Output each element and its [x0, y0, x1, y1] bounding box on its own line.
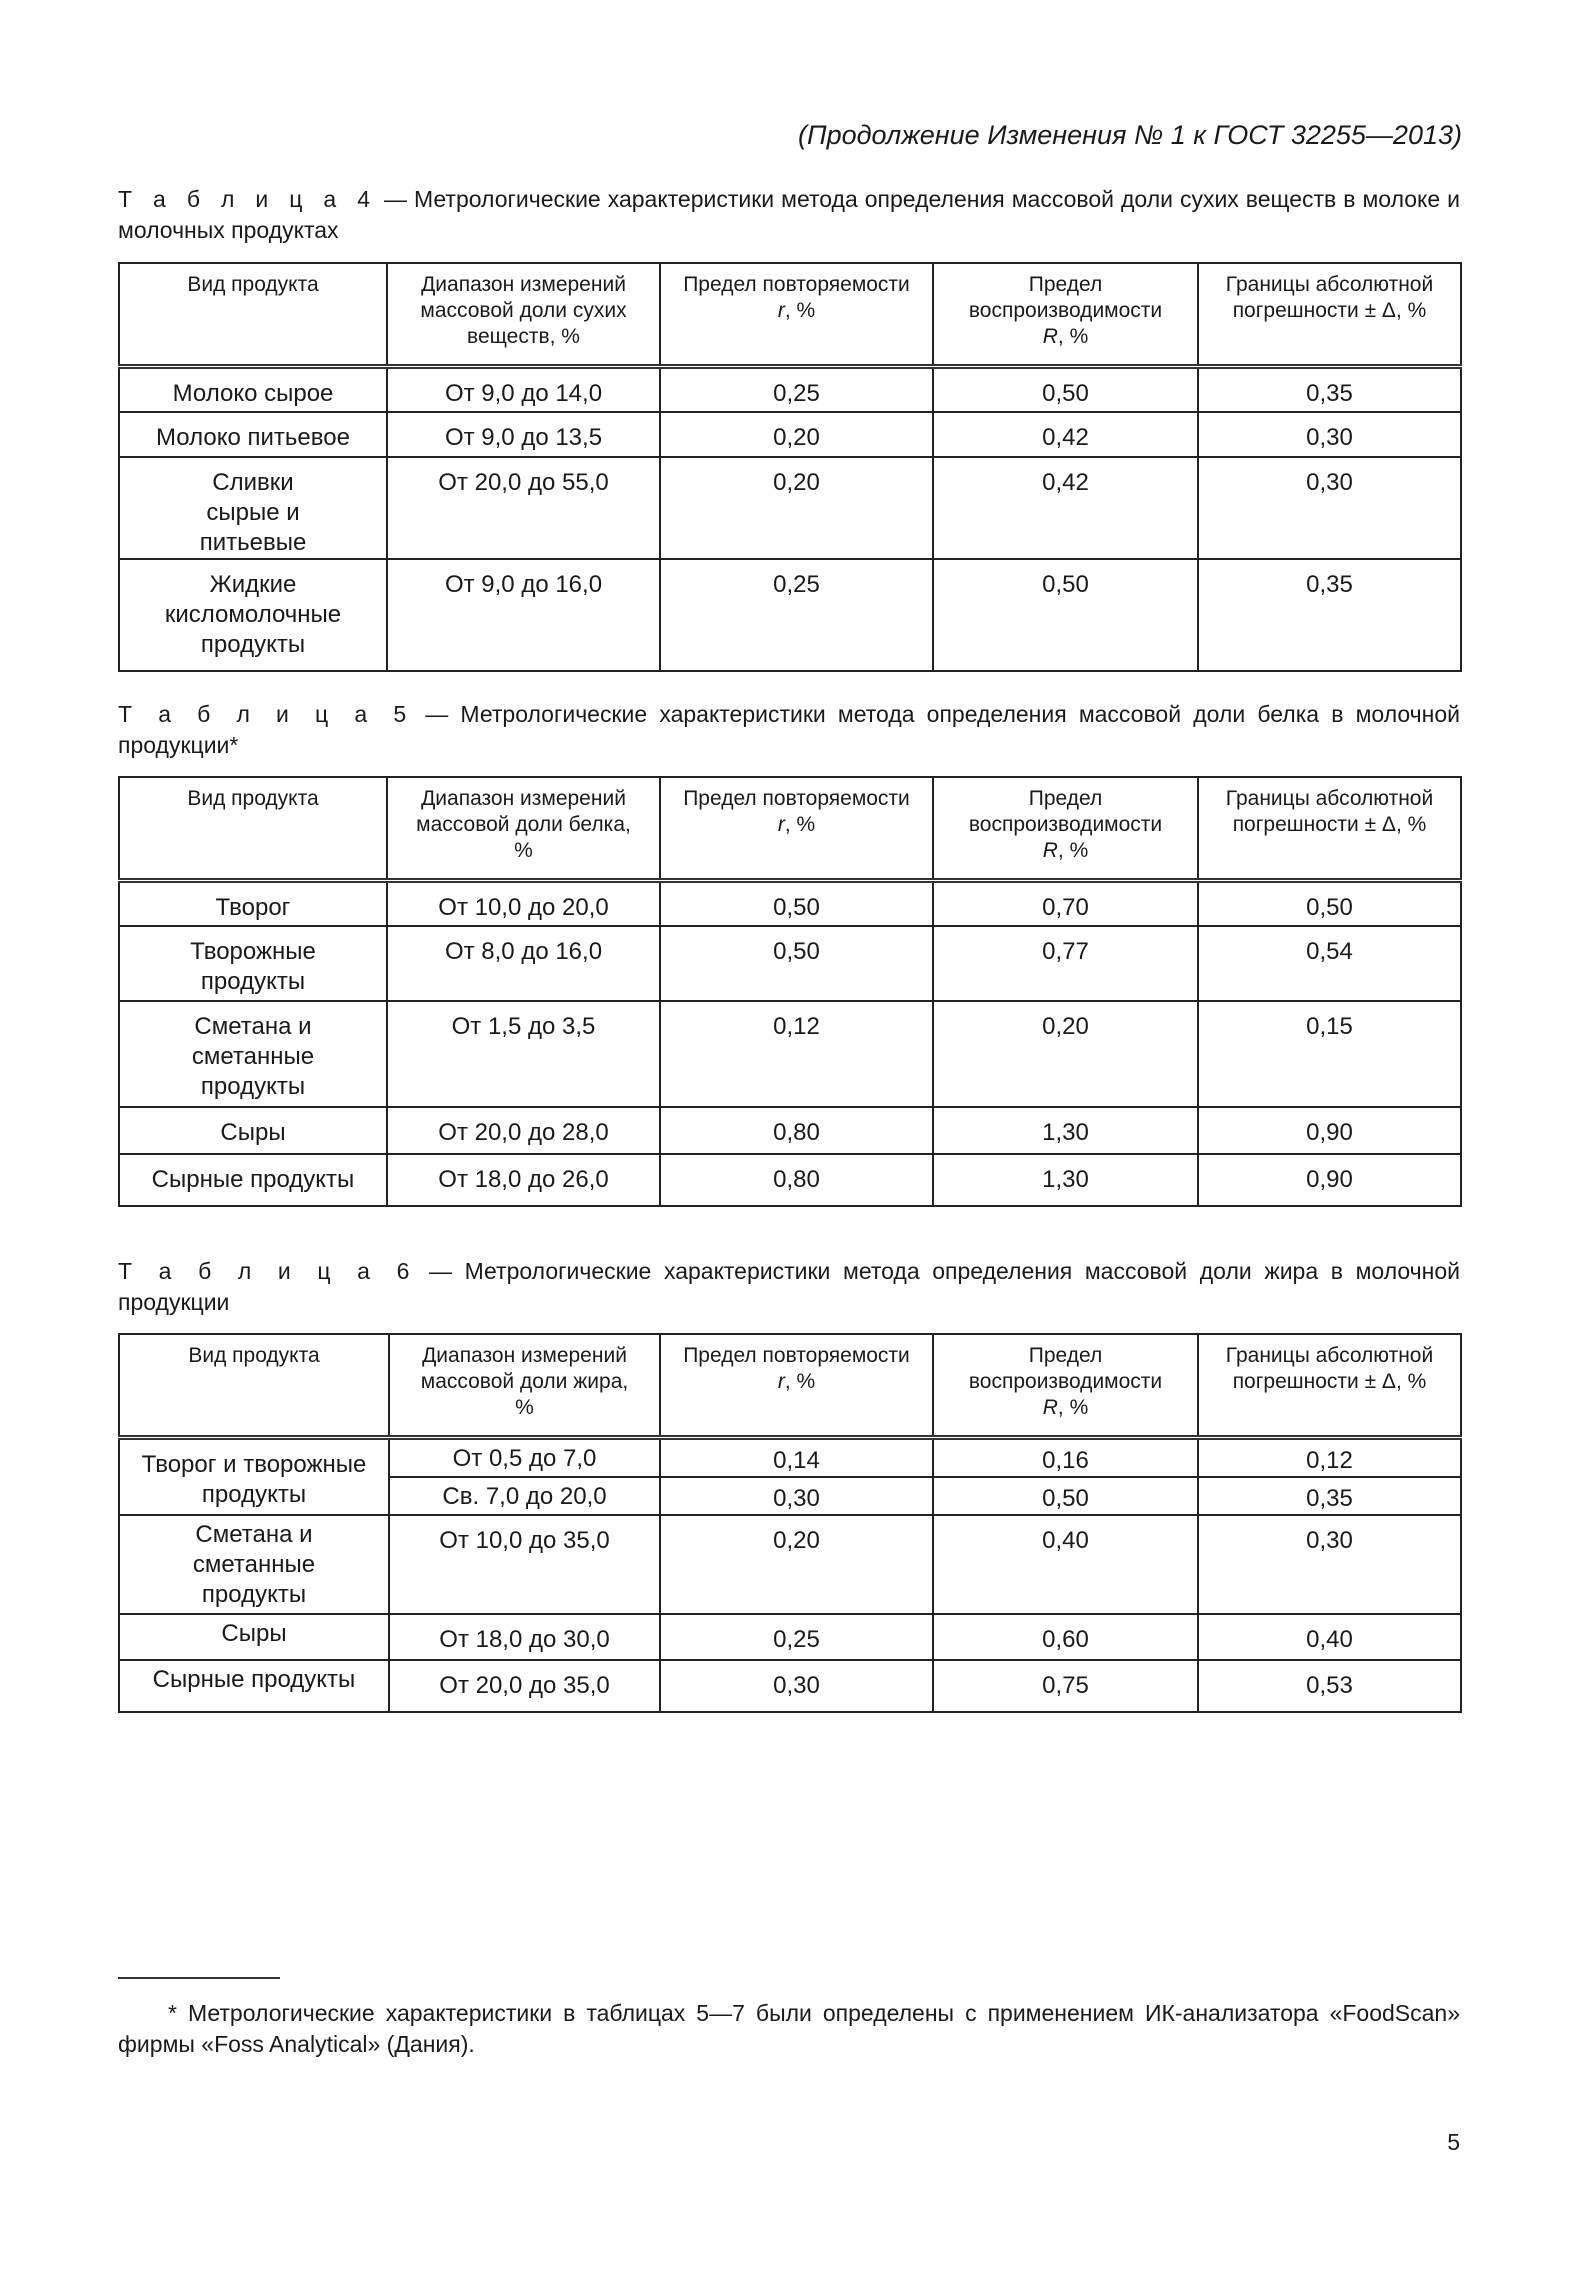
col-header-product: Вид продукта [119, 777, 387, 881]
cell-product: Творог и творожные продукты [119, 1438, 389, 1516]
cell-r: 0,30 [660, 1660, 933, 1712]
cell-R: 0,70 [933, 881, 1198, 926]
table-4-label: Т а б л и ц а 4 [118, 186, 377, 212]
cell-delta: 0,35 [1198, 367, 1461, 412]
cell-r: 0,20 [660, 1515, 933, 1614]
table-row [119, 1515, 1461, 1614]
cell-delta: 0,54 [1198, 926, 1461, 1001]
table-5-caption [118, 699, 1460, 761]
table-4-caption [118, 184, 1460, 246]
col-header-repeatability: Предел повторяемости r, % [660, 1334, 933, 1438]
cell-R: 0,20 [933, 1001, 1198, 1107]
cell-range: От 18,0 до 26,0 [387, 1154, 660, 1206]
cell-delta: 0,35 [1198, 559, 1461, 671]
cell-delta: 0,40 [1198, 1614, 1461, 1660]
table-5-title: — Метрологические характеристики метода определения массовой доли белка в молочной продукции* [118, 701, 1460, 758]
cell-product: Сырные продукты [119, 1660, 389, 1712]
cell-delta: 0,90 [1198, 1107, 1461, 1154]
col-header-error: Границы абсолютной погрешности ± Δ, % [1198, 777, 1461, 881]
table-4 [118, 262, 1462, 672]
table-5 [118, 776, 1462, 1207]
table-row [119, 457, 1461, 559]
cell-product: Сыры [119, 1614, 389, 1660]
cell-product: Сливки сырые и питьевые [119, 457, 387, 559]
cell-r: 0,25 [660, 367, 933, 412]
col-header-reproducibility: Предел воспроизводимости R, % [933, 1334, 1198, 1438]
cell-r: 0,25 [660, 559, 933, 671]
cell-R: 1,30 [933, 1107, 1198, 1154]
footnote: * Метрологические характеристики в таблицах 5—7 были определены с применением ИК-анализатора «FoodScan» фирмы «Foss Analytical» (Дания). [118, 2000, 1460, 2057]
cell-product: Молоко сырое [119, 367, 387, 412]
table-4-title: — Метрологические характеристики метода определения массовой доли сухих веществ в молоке и молочных продуктах [118, 186, 1460, 243]
cell-R: 0,50 [933, 1477, 1198, 1515]
col-header-range: Диапазон измерений массовой доли сухих веществ, % [387, 263, 660, 367]
table-row [119, 926, 1461, 1001]
cell-R: 0,75 [933, 1660, 1198, 1712]
cell-r: 0,20 [660, 457, 933, 559]
cell-r: 0,50 [660, 926, 933, 1001]
cell-range: Св. 7,0 до 20,0 [389, 1477, 660, 1515]
page-number: 5 [1447, 2129, 1460, 2155]
cell-delta: 0,15 [1198, 1001, 1461, 1107]
cell-r: 0,80 [660, 1107, 933, 1154]
cell-r: 0,50 [660, 881, 933, 926]
cell-R: 0,60 [933, 1614, 1198, 1660]
cell-delta: 0,30 [1198, 1515, 1461, 1614]
cell-range: От 18,0 до 30,0 [389, 1614, 660, 1660]
cell-range: От 20,0 до 28,0 [387, 1107, 660, 1154]
cell-product: Творог [119, 881, 387, 926]
table-row [119, 1438, 1461, 1478]
table-row [119, 1154, 1461, 1206]
cell-delta: 0,90 [1198, 1154, 1461, 1206]
cell-r: 0,12 [660, 1001, 933, 1107]
col-header-error: Границы абсолютной погрешности ± Δ, % [1198, 1334, 1461, 1438]
cell-delta: 0,50 [1198, 881, 1461, 926]
cell-product: Молоко питьевое [119, 412, 387, 457]
table-row [119, 1107, 1461, 1154]
cell-range: От 1,5 до 3,5 [387, 1001, 660, 1107]
table-row [119, 881, 1461, 926]
table-header-row [119, 777, 1461, 881]
col-header-range: Диапазон измерений массовой доли жира, % [389, 1334, 660, 1438]
table-row [119, 367, 1461, 412]
cell-product: Сметана и сметанные продукты [119, 1001, 387, 1107]
col-header-reproducibility: Предел воспроизводимости R, % [933, 777, 1198, 881]
cell-delta: 0,35 [1198, 1477, 1461, 1515]
table-row [119, 559, 1461, 671]
col-header-repeatability: Предел повторяемости r, % [660, 263, 933, 367]
col-header-product: Вид продукта [119, 263, 387, 367]
cell-r: 0,25 [660, 1614, 933, 1660]
cell-delta: 0,53 [1198, 1660, 1461, 1712]
cell-range: От 9,0 до 14,0 [387, 367, 660, 412]
cell-r: 0,80 [660, 1154, 933, 1206]
table-6-caption [118, 1256, 1460, 1318]
footnote-divider [118, 1977, 280, 1979]
table-header-row [119, 263, 1461, 367]
cell-product: Сырные продукты [119, 1154, 387, 1206]
cell-range: От 9,0 до 13,5 [387, 412, 660, 457]
cell-r: 0,14 [660, 1438, 933, 1478]
cell-range: От 20,0 до 35,0 [389, 1660, 660, 1712]
table-row [119, 412, 1461, 457]
table-6 [118, 1333, 1462, 1713]
cell-range: От 20,0 до 55,0 [387, 457, 660, 559]
cell-delta: 0,30 [1198, 412, 1461, 457]
cell-R: 0,77 [933, 926, 1198, 1001]
cell-product: Жидкие кисломолочные продукты [119, 559, 387, 671]
cell-r: 0,30 [660, 1477, 933, 1515]
cell-range: От 8,0 до 16,0 [387, 926, 660, 1001]
table-row [119, 1660, 1461, 1712]
table-6-label: Т а б л и ц а 6 [118, 1258, 417, 1284]
col-header-range: Диапазон измерений массовой доли белка, % [387, 777, 660, 881]
cell-delta: 0,12 [1198, 1438, 1461, 1478]
table-row [119, 1001, 1461, 1107]
cell-R: 0,42 [933, 412, 1198, 457]
cell-r: 0,20 [660, 412, 933, 457]
col-header-reproducibility: Предел воспроизводимости R, % [933, 263, 1198, 367]
cell-R: 1,30 [933, 1154, 1198, 1206]
continuation-header: (Продолжение Изменения № 1 к ГОСТ 32255—2013) [798, 120, 1462, 150]
cell-R: 0,50 [933, 559, 1198, 671]
table-6-title: — Метрологические характеристики метода определения массовой доли жира в молочной продукции [118, 1258, 1460, 1315]
table-header-row [119, 1334, 1461, 1438]
table-5-label: Т а б л и ц а 5 [118, 701, 414, 727]
cell-R: 0,16 [933, 1438, 1198, 1478]
cell-range: От 10,0 до 20,0 [387, 881, 660, 926]
cell-range: От 9,0 до 16,0 [387, 559, 660, 671]
cell-product: Сметана и сметанные продукты [119, 1515, 389, 1614]
cell-range: От 0,5 до 7,0 [389, 1438, 660, 1478]
col-header-product: Вид продукта [119, 1334, 389, 1438]
cell-R: 0,50 [933, 367, 1198, 412]
col-header-repeatability: Предел повторяемости r, % [660, 777, 933, 881]
col-header-error: Границы абсолютной погрешности ± Δ, % [1198, 263, 1461, 367]
cell-delta: 0,30 [1198, 457, 1461, 559]
table-row [119, 1614, 1461, 1660]
cell-range: От 10,0 до 35,0 [389, 1515, 660, 1614]
cell-R: 0,40 [933, 1515, 1198, 1614]
cell-R: 0,42 [933, 457, 1198, 559]
cell-product: Сыры [119, 1107, 387, 1154]
cell-product: Творожные продукты [119, 926, 387, 1001]
